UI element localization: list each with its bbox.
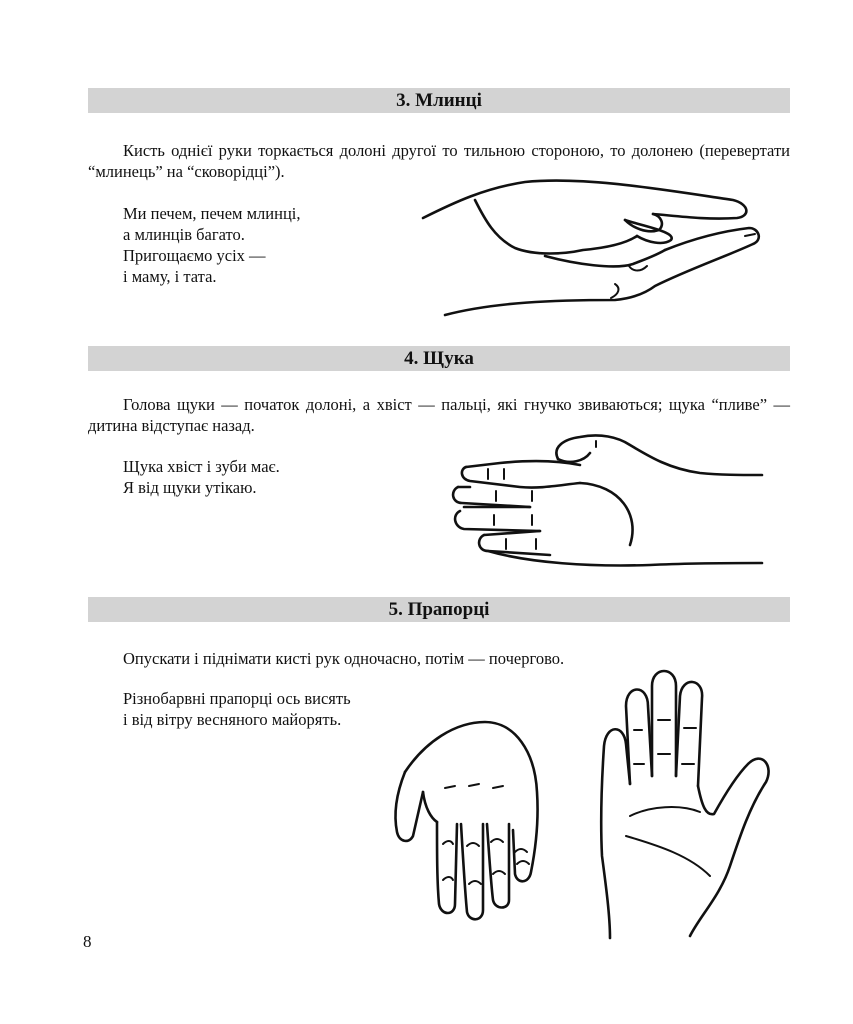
description-text: Опускати і піднімати кисті рук одночасно, потім — почергово. [123, 649, 565, 668]
description-text: Кисть однієї руки торкається долоні другої то тильною стороною, то долонею (перевертати “млинець” на “сковорідці”). [88, 141, 790, 181]
verse [123, 203, 301, 287]
section-title: 5. Прапорці [388, 598, 490, 620]
section-title-bar [88, 346, 790, 371]
verse [123, 688, 351, 730]
pike-hand-illustration [440, 425, 770, 570]
open-palm-illustration [590, 666, 775, 946]
verse [123, 456, 280, 498]
hand-back-illustration [385, 712, 560, 927]
verse-line: Ми печем, печем млинці, [123, 204, 301, 223]
verse-line: Щука хвіст і зуби має. [123, 457, 280, 476]
section-title-bar [88, 597, 790, 622]
page-number: 8 [83, 932, 92, 951]
verse-line: а млинців багато. [123, 225, 245, 244]
verse-line: Різнобарвні прапорці ось висять [123, 689, 351, 708]
pancake-hands-illustration [415, 160, 775, 325]
verse-line: і маму, і тата. [123, 267, 217, 286]
verse-line: Я від щуки утікаю. [123, 478, 257, 497]
verse-line: Пригощаємо усіх — [123, 246, 266, 265]
section-title: 4. Щука [404, 347, 474, 369]
section-title: 3. Млинці [396, 89, 482, 111]
section-title-bar [88, 88, 790, 113]
verse-line: і від вітру весняного майорять. [123, 710, 342, 729]
description-text: Голова щуки — початок долоні, а хвіст — пальці, які гнучко звиваються; щука “пливе” — дитина відступає назад. [88, 395, 790, 435]
